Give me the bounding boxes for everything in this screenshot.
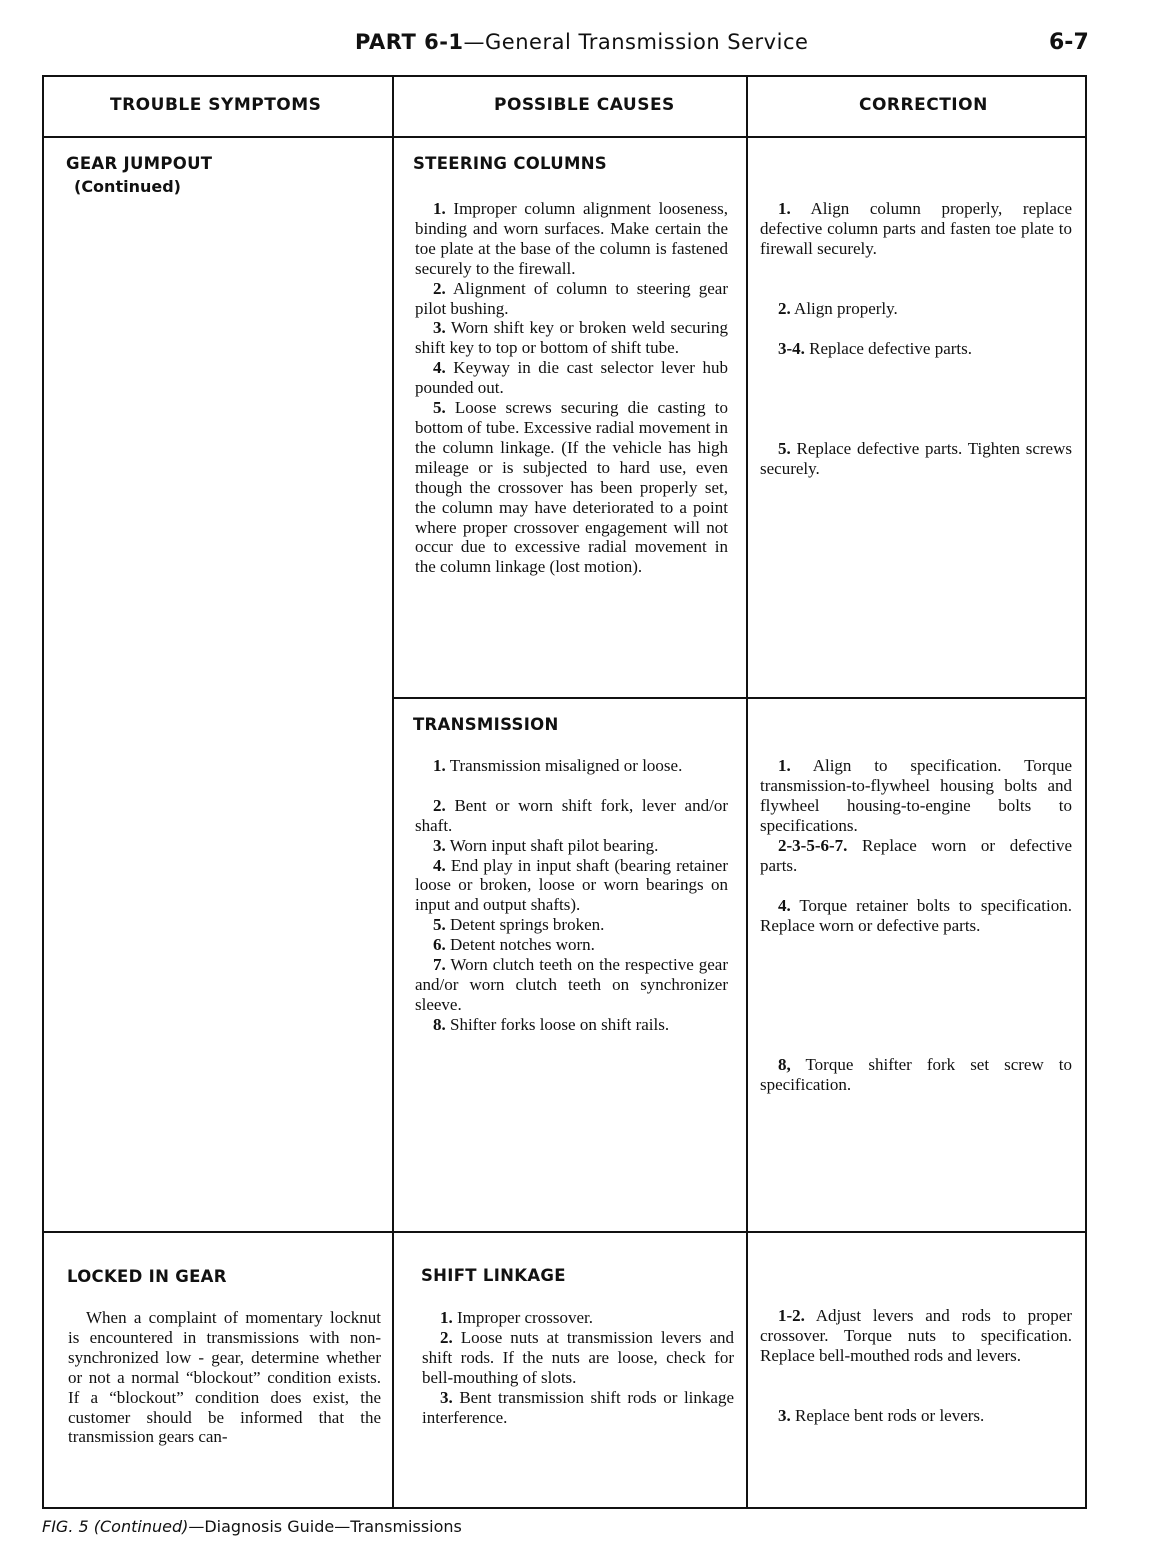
diagnosis-table <box>42 75 1087 1509</box>
cause-item: 1. Transmission misaligned or loose. <box>433 756 683 775</box>
row-divider <box>394 697 1085 699</box>
cause-item: 5. Loose screws securing die casting to bottom of tube. Excessive radial movement in the column linkage. (If the vehicle has high mileage or is subjected to hard use, even though the crossover has been properly set, the column may have deteriorated to a point where proper crossover engagement will not occur due to excessive radial movement in the column linkage (lost motion). <box>415 398 729 577</box>
cause-item: 2. Bent or worn shift fork, lever and/or shaft. <box>415 795 728 835</box>
part-label: PART 6-1 <box>355 30 464 54</box>
cause-item: 8. Shifter forks loose on shift rails. <box>433 1014 670 1034</box>
correction-item: 8, Torque shifter fork set screw to specification. <box>760 1055 1072 1094</box>
cause-group-title: SHIFT LINKAGE <box>421 1266 566 1285</box>
cause-item: 2. Alignment of column to steering gear pilot bushing. <box>415 278 728 318</box>
cause-item: 6. Detent notches worn. <box>433 935 595 955</box>
cause-list <box>422 1308 734 1427</box>
correction-item: 4. Torque retainer bolts to specification. Replace worn or defective parts. <box>760 896 1072 935</box>
column-header-causes: POSSIBLE CAUSES <box>494 95 675 115</box>
symptom-description: When a complaint of momentary locknut is encountered in transmissions with non-synchronized low - gear, determine whether or not a normal “blockout” condition exists. If a “blockout” condition does exist, the customer should be informed that the transmission gears can- <box>68 1308 381 1447</box>
symptom-title: GEAR JUMPOUT <box>66 154 213 173</box>
cause-group-title: TRANSMISSION <box>413 715 559 734</box>
part-title: —General Transmission Service <box>463 30 809 54</box>
row-divider <box>44 1231 1085 1233</box>
column-header-correction: CORRECTION <box>859 95 988 115</box>
page-number: 6-7 <box>1049 30 1089 55</box>
cause-item: 5. Detent springs broken. <box>433 915 605 935</box>
column-divider <box>746 77 748 1507</box>
cause-list <box>415 199 728 577</box>
cause-item: 4. End play in input shaft (bearing retainer loose or broken, loose or worn bearings on input and output shafts). <box>415 855 728 915</box>
cause-group-title: STEERING COLUMNS <box>413 154 607 173</box>
column-divider <box>392 77 394 1507</box>
cause-item: 7. Worn clutch teeth on the respective gear and/or worn clutch teeth on synchronizer sleeve. <box>415 955 728 1014</box>
symptom-subtitle: (Continued) <box>74 177 181 196</box>
cause-item: 2. Loose nuts at transmission levers and shift rods. If the nuts are loose, check for bell-mouthing of slots. <box>422 1327 734 1387</box>
symptom-title: LOCKED IN GEAR <box>67 1267 227 1286</box>
correction-item: 1. Align to specification. Torque transmission-to-flywheel housing bolts and flywheel housing-to-engine bolts to specifications. 2-3-5-6-7. Replace worn or defective parts. <box>760 756 1072 875</box>
correction-item: 5. Replace defective parts. Tighten screws securely. <box>760 439 1072 478</box>
figure-caption <box>42 1517 462 1536</box>
correction-item: 1. Align column properly, replace defective column parts and fasten toe plate to firewall securely. <box>760 199 1072 258</box>
header-divider <box>44 136 1085 138</box>
cause-item: 3. Worn shift key or broken weld securing shift key to top or bottom of shift tube. <box>415 318 728 358</box>
correction-item: 3. Replace bent rods or levers. <box>778 1406 985 1425</box>
cause-item: 1. Improper column alignment looseness, binding and worn surfaces. Make certain the toe plate at the base of the column is fastened securely to the firewall. <box>415 199 728 278</box>
page-title <box>355 30 808 54</box>
correction-item: 2. Align properly. <box>778 299 898 318</box>
correction-item: 3-4. Replace defective parts. <box>778 339 972 358</box>
column-header-symptoms: TROUBLE SYMPTOMS <box>110 95 322 115</box>
cause-item: 3. Bent transmission shift rods or linkage interference. <box>422 1387 734 1427</box>
cause-item: 4. Keyway in die cast selector lever hub pounded out. <box>415 358 728 398</box>
cause-item: 1. Improper crossover. <box>440 1308 593 1327</box>
cause-item: 3. Worn input shaft pilot bearing. <box>433 835 659 855</box>
figure-title: —Diagnosis Guide—Transmissions <box>188 1517 462 1536</box>
correction-item: 1-2. Adjust levers and rods to proper crossover. Torque nuts to specification. Replace bell-mouthed rods and levers. <box>760 1306 1072 1365</box>
figure-number: FIG. 5 (Continued) <box>42 1517 189 1536</box>
cause-list <box>415 756 728 1035</box>
